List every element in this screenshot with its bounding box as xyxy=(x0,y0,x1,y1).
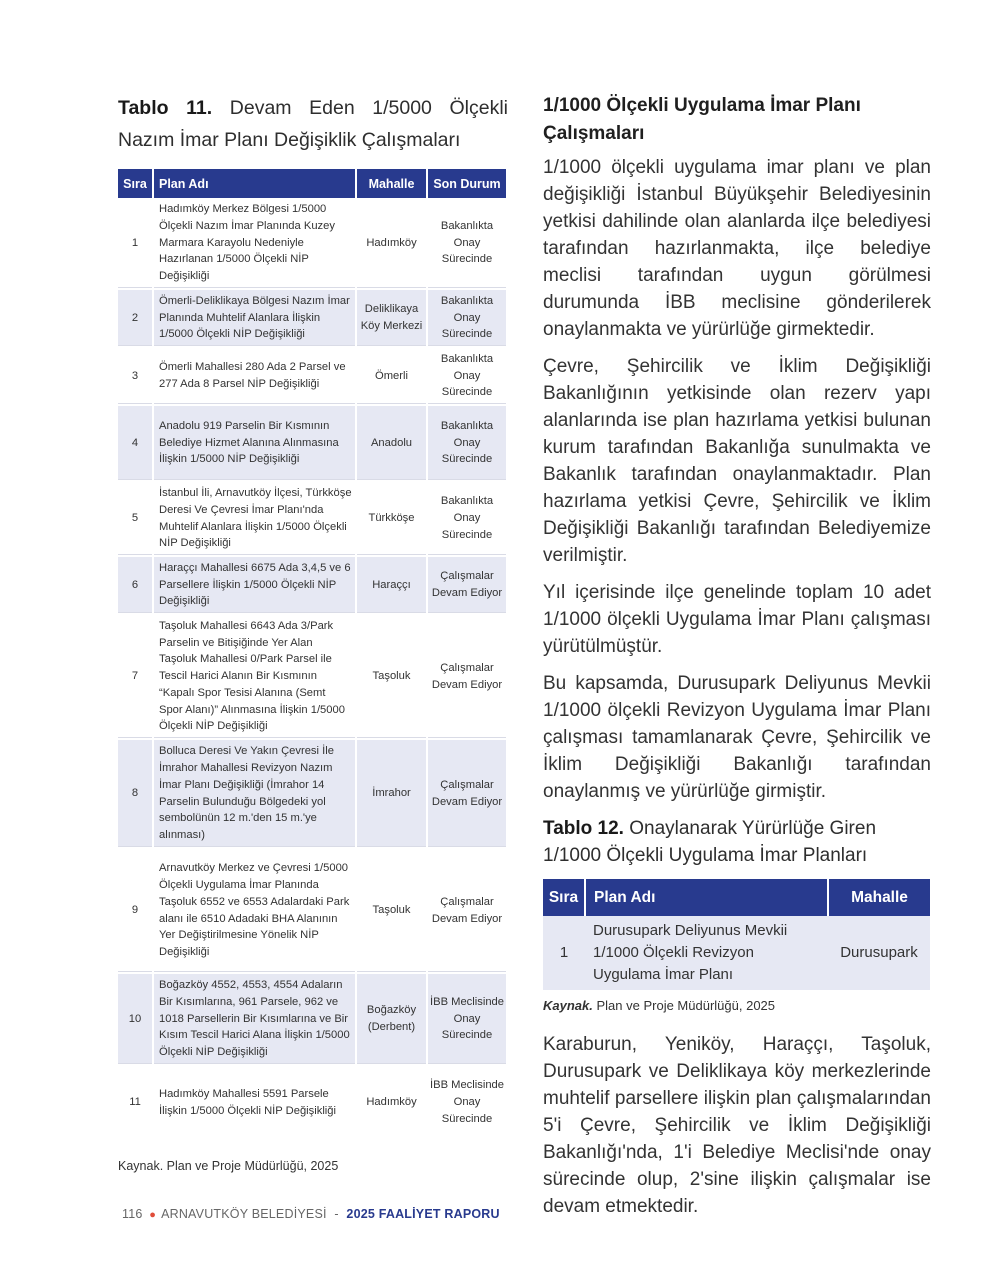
col-header-sira: Sıra xyxy=(543,879,585,916)
table-12-caption xyxy=(543,815,931,869)
table-row xyxy=(118,973,506,1065)
table-row xyxy=(118,198,506,289)
cell-mahalle: Taşoluk xyxy=(356,614,427,739)
cell-plan-adi: Ömerli Mahallesi 280 Ada 2 Parsel ve 277 Ada 8 Parsel NİP Değişikliği xyxy=(153,347,356,405)
paragraph: 1/1000 ölçekli uygulama imar planı ve plan değişikliği İstanbul Büyükşehir Belediyesinin yetkisi dahilinde olan alanlarda ilçe belediyesi tarafından hazırlanmakta, ilçe belediye meclisi tarafından uygun görülmesi durumunda İBB meclisine gönderilerek onaylanmakta ve yürürlüğe girmektedir. xyxy=(543,157,931,340)
cell-son-durum: Bakanlıkta Onay Sürecinde xyxy=(427,481,506,556)
cell-plan-adi: Anadolu 919 Parselin Bir Kısmının Belediye Hizmet Alanına Alınmasına İlişkin 1/5000 NİP Değişikliği xyxy=(153,405,356,481)
footer-separator: - xyxy=(334,1207,339,1221)
cell-mahalle: Hadımköy xyxy=(356,1065,427,1140)
cell-son-durum: İBB Meclisinde Onay Sürecinde xyxy=(427,973,506,1065)
cell-mahalle: İmrahor xyxy=(356,739,427,848)
cell-sira: 11 xyxy=(118,1065,153,1140)
cell-sira: 1 xyxy=(543,916,585,990)
col-header-plan-adi: Plan Adı xyxy=(585,879,828,916)
bullet-icon: ● xyxy=(149,1209,157,1221)
cell-sira: 5 xyxy=(118,481,153,556)
table-11-source: Kaynak. Plan ve Proje Müdürlüğü, 2025 xyxy=(118,1159,339,1173)
cell-son-durum: Bakanlıkta Onay Sürecinde xyxy=(427,289,506,347)
table-11-caption xyxy=(118,92,508,156)
cell-son-durum: Bakanlıkta Onay Sürecinde xyxy=(427,347,506,405)
cell-mahalle: Boğazköy (Derbent) xyxy=(356,973,427,1065)
footer-report-title: 2025 FAALİYET RAPORU xyxy=(346,1207,500,1221)
cell-plan-adi: Arnavutköy Merkez ve Çevresi 1/5000 Ölçekli Uygulama İmar Planında Taşoluk 6552 ve 6553 Adalardaki Park alanı ile 6510 Adadaki BHA Alanının Yer Değiştirilmesine Yönelik NİP Değişikliği xyxy=(153,848,356,973)
table-11 xyxy=(118,169,506,1141)
cell-plan-adi: Hadımköy Mahallesi 5591 Parsele İlişkin 1/5000 Ölçekli NİP Değişikliği xyxy=(153,1065,356,1140)
cell-mahalle: Ömerli xyxy=(356,347,427,405)
table-11-label: Tablo 11. xyxy=(118,97,213,119)
table-12-source xyxy=(543,998,931,1013)
cell-mahalle: Türkköşe xyxy=(356,481,427,556)
table-row xyxy=(118,289,506,347)
cell-son-durum: Çalışmalar Devam Ediyor xyxy=(427,848,506,973)
footer-org: ARNAVUTKÖY BELEDİYESİ xyxy=(161,1207,327,1221)
cell-son-durum: Çalışmalar Devam Ediyor xyxy=(427,614,506,739)
table-row xyxy=(118,848,506,973)
cell-plan-adi: Durusupark Deliyunus Mevkii 1/1000 Ölçekli Revizyon Uygulama İmar Planı xyxy=(585,916,828,990)
col-header-mahalle: Mahalle xyxy=(828,879,930,916)
cell-mahalle: Taşoluk xyxy=(356,848,427,973)
table-row xyxy=(118,1065,506,1140)
table-12 xyxy=(543,879,930,990)
col-header-sira: Sıra xyxy=(118,169,153,198)
col-header-mahalle: Mahalle xyxy=(356,169,427,198)
table-row xyxy=(118,481,506,556)
cell-plan-adi: İstanbul İli, Arnavutköy İlçesi, Türkköşe Deresi Ve Çevresi İmar Planı'nda Muhtelif Alanlara İlişkin 1/5000 Ölçekli NİP Değişikliği xyxy=(153,481,356,556)
left-column xyxy=(118,92,508,1173)
section-heading: 1/1000 Ölçekli Uygulama İmar Planı Çalışmaları xyxy=(543,95,861,144)
table-11-header-row xyxy=(118,169,506,198)
cell-son-durum: Çalışmalar Devam Ediyor xyxy=(427,739,506,848)
table-row xyxy=(118,405,506,481)
cell-plan-adi: Taşoluk Mahallesi 6643 Ada 3/Park Parselin ve Bitişiğinde Yer Alan Taşoluk Mahallesi 0/Park Parsel ile Tescil Harici Alanın Bir Kısmının “Kapalı Spor Tesisi Alanına (Semt Spor Alanı)” Alınmasına İlişkin 1/5000 Ölçekli NİP Değişikliği xyxy=(153,614,356,739)
cell-plan-adi: Hadımköy Merkez Bölgesi 1/5000 Ölçekli Nazım İmar Planında Kuzey Marmara Karayolu Nedeniyle Hazırlanan 1/5000 Ölçekli NİP Değişikliği xyxy=(153,198,356,289)
cell-sira: 1 xyxy=(118,198,153,289)
paragraph: Karaburun, Yeniköy, Haraççı, Taşoluk, Durusupark ve Deliklikaya köy merkezlerinde muhtelif parsellere ilişkin plan çalışmalarından 5'i Çevre, Şehircilik ve İklim Değişikliği Bakanlığı'nda, 1'i Belediye Meclisi'nde onay sürecinde olup, 2'sine ilişkin çalışmalar ise devam etmektedir. xyxy=(543,1034,931,1217)
source-text: Plan ve Proje Müdürlüğü, 2025 xyxy=(596,998,776,1013)
cell-sira: 10 xyxy=(118,973,153,1065)
cell-sira: 8 xyxy=(118,739,153,848)
cell-mahalle: Haraççı xyxy=(356,556,427,614)
cell-mahalle: Anadolu xyxy=(356,405,427,481)
paragraph: Çevre, Şehircilik ve İklim Değişikliği Bakanlığının yetkisinde olan rezerv yapı alanlarında ise plan hazırlama yetkisi bulunan kurum tarafından Bakanlığa sunulmakta ve Bakanlık tarafından onaylanmaktadır. Plan hazırlama yetkisi Çevre, Şehircilik ve İklim Değişikliği Bakanlığı tarafından Belediyemize verilmiştir. xyxy=(543,356,931,566)
cell-plan-adi: Ömerli-Deliklikaya Bölgesi Nazım İmar Planında Muhtelif Alanlara İlişkin 1/5000 Ölçekli NİP Değişikliği xyxy=(153,289,356,347)
cell-son-durum: Bakanlıkta Onay Sürecinde xyxy=(427,405,506,481)
col-header-plan-adi: Plan Adı xyxy=(153,169,356,198)
cell-sira: 7 xyxy=(118,614,153,739)
cell-son-durum: Bakanlıkta Onay Sürecinde xyxy=(427,198,506,289)
right-column xyxy=(543,92,931,1230)
cell-sira: 4 xyxy=(118,405,153,481)
cell-plan-adi: Boğazköy 4552, 4553, 4554 Adaların Bir Kısımlarına, 961 Parsele, 962 ve 1018 Parsellerin Bir Kısımlarına ve Bir Kısım Tescil Harici Alana İlişkin 1/5000 Ölçekli NİP Değişikliği xyxy=(153,973,356,1065)
cell-plan-adi: Bolluca Deresi Ve Yakın Çevresi İle İmrahor Mahallesi Revizyon Nazım İmar Planı Değişikliği (İmrahor 14 Parselin Bulunduğu Bölgedeki yol sembolünün 12 m.'den 15 m.'ye alınması) xyxy=(153,739,356,848)
cell-plan-adi: Haraççı Mahallesi 6675 Ada 3,4,5 ve 6 Parsellere İlişkin 1/5000 Ölçekli NİP Değişikliği xyxy=(153,556,356,614)
cell-sira: 6 xyxy=(118,556,153,614)
table-row xyxy=(118,556,506,614)
table-row xyxy=(118,739,506,848)
col-header-son-durum: Son Durum xyxy=(427,169,506,198)
table-11-title: Devam Eden 1/5000 Ölçekli Nazım İmar Planı Değişiklik Çalışmaları xyxy=(118,97,508,151)
cell-son-durum: Çalışmalar Devam Ediyor xyxy=(427,556,506,614)
table-row xyxy=(118,347,506,405)
source-label: Kaynak. xyxy=(543,998,593,1013)
page-number: 116 xyxy=(122,1207,143,1221)
table-12-label: Tablo 12. xyxy=(543,818,624,839)
cell-sira: 9 xyxy=(118,848,153,973)
cell-sira: 2 xyxy=(118,289,153,347)
cell-mahalle: Durusupark xyxy=(828,916,930,990)
paragraph: Bu kapsamda, Durusupark Deliyunus Mevkii 1/1000 ölçekli Revizyon Uygulama İmar Planı çalışması tamamlanarak Çevre, Şehircilik ve İklim Değişikliği Bakanlığı tarafından onaylanmış ve yürürlüğe girmiştir. xyxy=(543,673,931,802)
page-footer xyxy=(122,1207,500,1221)
cell-mahalle: Deliklikaya Köy Merkezi xyxy=(356,289,427,347)
cell-mahalle: Hadımköy xyxy=(356,198,427,289)
table-row xyxy=(118,614,506,739)
paragraph: Yıl içerisinde ilçe genelinde toplam 10 adet 1/1000 ölçekli Uygulama İmar Planı çalışması yürütülmüştür. xyxy=(543,582,931,657)
table-row xyxy=(543,916,930,990)
cell-sira: 3 xyxy=(118,347,153,405)
table-12-header-row xyxy=(543,879,930,916)
cell-son-durum: İBB Meclisinde Onay Sürecinde xyxy=(427,1065,506,1140)
table-12-title: Onaylanarak Yürürlüğe Giren 1/1000 Ölçekli Uygulama İmar Planları xyxy=(543,818,877,866)
